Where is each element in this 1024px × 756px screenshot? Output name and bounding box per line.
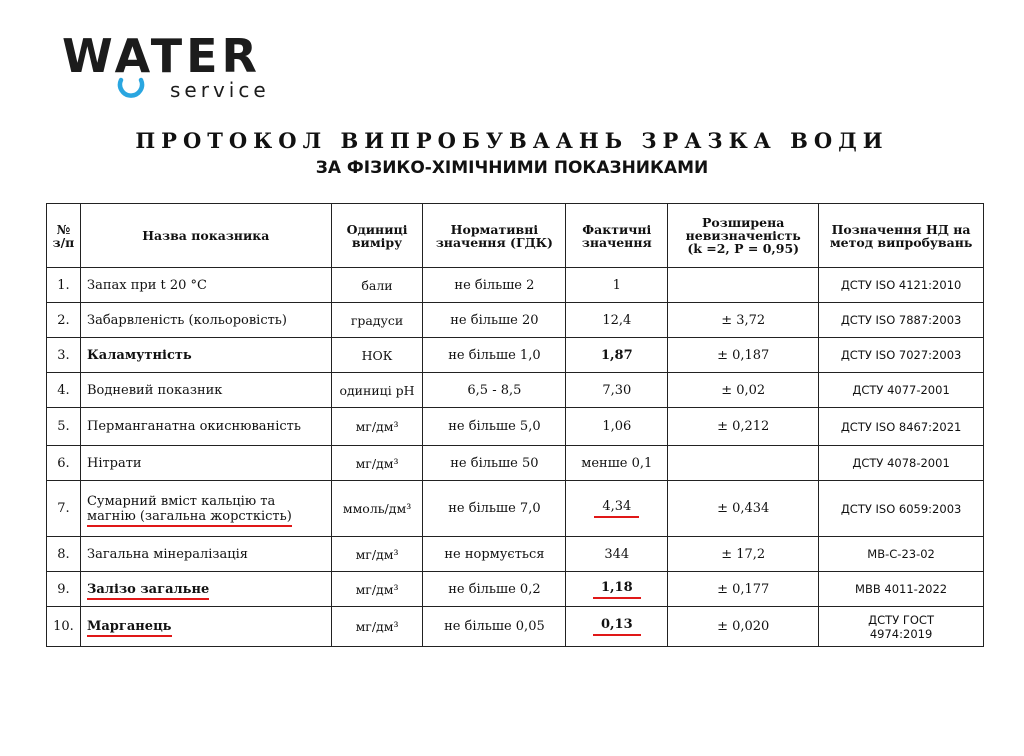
uncertainty-cell: ± 0,434	[668, 481, 819, 537]
unit-cell: градуси	[331, 303, 423, 338]
actual-value-cell: 344	[566, 537, 668, 572]
uncertainty-cell: ± 3,72	[668, 303, 819, 338]
table-row	[47, 481, 984, 537]
column-header-method: Позначення НД на метод випробувань	[819, 204, 984, 268]
parameter-name: Забарвленість (кольоровість)	[80, 303, 331, 338]
water-drop-icon	[116, 70, 146, 100]
table-row	[47, 607, 984, 647]
water-service-logo	[62, 30, 302, 100]
column-header-number: № з/п	[47, 204, 81, 268]
uncertainty-cell: ± 0,020	[668, 607, 819, 647]
logo-word: WATER	[62, 29, 261, 83]
table-header-row	[47, 204, 984, 268]
actual-value-cell: 1,18	[566, 572, 668, 607]
unit-cell: мг/дм³	[331, 537, 423, 572]
row-number: 4.	[47, 373, 81, 408]
norm-cell: 6,5 - 8,5	[423, 373, 566, 408]
method-cell: ДСТУ 4077-2001	[819, 373, 984, 408]
method-cell: ДСТУ 4078-2001	[819, 446, 984, 481]
actual-value-cell: 12,4	[566, 303, 668, 338]
method-cell: ДСТУ ISO 7887:2003	[819, 303, 984, 338]
norm-cell: не більше 50	[423, 446, 566, 481]
uncertainty-cell: ± 17,2	[668, 537, 819, 572]
table-row	[47, 572, 984, 607]
table-row	[47, 446, 984, 481]
norm-cell: не більше 0,2	[423, 572, 566, 607]
row-number: 8.	[47, 537, 81, 572]
row-number: 10.	[47, 607, 81, 647]
norm-cell: не більше 7,0	[423, 481, 566, 537]
uncertainty-cell: ± 0,187	[668, 338, 819, 373]
uncertainty-cell	[668, 446, 819, 481]
norm-cell: не нормується	[423, 537, 566, 572]
table-row	[47, 268, 984, 303]
table-row	[47, 303, 984, 338]
column-header-uncertainty: Розширена невизначеність (k =2, P = 0,95)	[668, 204, 819, 268]
norm-cell: не більше 5,0	[423, 408, 566, 446]
column-header-name: Назва показника	[80, 204, 331, 268]
actual-value-cell: 1	[566, 268, 668, 303]
row-number: 3.	[47, 338, 81, 373]
norm-cell: не більше 2	[423, 268, 566, 303]
table-row	[47, 408, 984, 446]
parameter-name: Нітрати	[80, 446, 331, 481]
table-row	[47, 537, 984, 572]
method-cell: ДСТУ ISO 6059:2003	[819, 481, 984, 537]
row-number: 1.	[47, 268, 81, 303]
uncertainty-cell: ± 0,02	[668, 373, 819, 408]
parameter-name: Водневий показник	[80, 373, 331, 408]
method-cell: ДСТУ ISO 7027:2003	[819, 338, 984, 373]
actual-value-cell: 1,87	[566, 338, 668, 373]
unit-cell: мг/дм³	[331, 408, 423, 446]
row-number: 6.	[47, 446, 81, 481]
norm-cell: не більше 1,0	[423, 338, 566, 373]
row-number: 5.	[47, 408, 81, 446]
norm-cell: не більше 20	[423, 303, 566, 338]
uncertainty-cell: ± 0,212	[668, 408, 819, 446]
column-header-actual: Фактичні значення	[566, 204, 668, 268]
protocol-title: ПРОТОКОЛ ВИПРОБУВААНЬ ЗРАЗКА ВОДИ	[135, 128, 889, 153]
method-cell: МВВ 4011-2022	[819, 572, 984, 607]
parameter-name: Перманганатна окиснюваність	[80, 408, 331, 446]
unit-cell: НОК	[331, 338, 423, 373]
norm-cell: не більше 0,05	[423, 607, 566, 647]
actual-value-cell: 7,30	[566, 373, 668, 408]
protocol-subtitle: ЗА ФІЗИКО-ХІМІЧНИМИ ПОКАЗНИКАМИ	[315, 158, 709, 178]
parameter-name: Марганець	[80, 607, 331, 647]
table-row	[47, 373, 984, 408]
actual-value-cell: 1,06	[566, 408, 668, 446]
unit-cell: мг/дм³	[331, 572, 423, 607]
method-cell: МВ-С-23-02	[819, 537, 984, 572]
unit-cell: бали	[331, 268, 423, 303]
row-number: 7.	[47, 481, 81, 537]
results-table	[46, 203, 984, 647]
method-cell: ДСТУ ISO 4121:2010	[819, 268, 984, 303]
parameter-name: Сумарний вміст кальцію та магнію (загальна жорсткість)	[80, 481, 331, 537]
row-number: 9.	[47, 572, 81, 607]
column-header-units: Одиниці виміру	[331, 204, 423, 268]
parameter-name: Запах при t 20 °C	[80, 268, 331, 303]
unit-cell: мг/дм³	[331, 607, 423, 647]
uncertainty-cell: ± 0,177	[668, 572, 819, 607]
method-cell: ДСТУ ISO 8467:2021	[819, 408, 984, 446]
unit-cell: ммоль/дм³	[331, 481, 423, 537]
logo-subtitle: service	[170, 78, 270, 102]
method-cell: ДСТУ ГОСТ 4974:2019	[819, 607, 984, 647]
uncertainty-cell	[668, 268, 819, 303]
actual-value-cell: 0,13	[566, 607, 668, 647]
table-row	[47, 338, 984, 373]
parameter-name: Каламутність	[80, 338, 331, 373]
actual-value-cell: 4,34	[566, 481, 668, 537]
parameter-name: Залізо загальне	[80, 572, 331, 607]
parameter-name: Загальна мінералізація	[80, 537, 331, 572]
actual-value-cell: менше 0,1	[566, 446, 668, 481]
row-number: 2.	[47, 303, 81, 338]
column-header-norm: Нормативні значення (ГДК)	[423, 204, 566, 268]
unit-cell: мг/дм³	[331, 446, 423, 481]
unit-cell: одиниці pH	[331, 373, 423, 408]
